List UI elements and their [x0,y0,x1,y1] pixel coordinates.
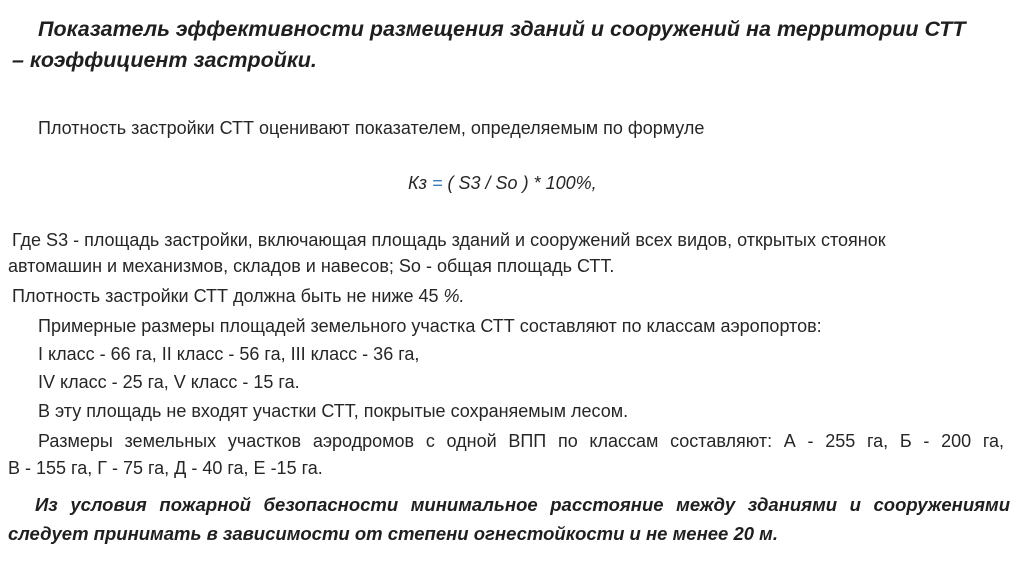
conclusion-line-2: следует принимать в зависимости от степени огнестойкости и не менее 20 м. [8,523,779,544]
classes-line-1: I класс - 66 га, II класс - 56 га, III класс - 36 га, [38,344,420,364]
fire-safety-conclusion [8,490,1010,548]
density-text: Плотность застройки СТТ должна быть не ниже 45 [12,286,439,306]
forest-note: В эту площадь не входят участки СТТ, покрытые сохраняемым лесом. [38,401,629,421]
airfield-line-2: В - 155 га, Г - 75 га, Д - 40 га, Е -15 га. [8,458,323,478]
density-unit: %. [443,286,465,306]
definitions-line-2: автомашин и механизмов, складов и навесов; So - общая площадь СТТ. [8,256,615,276]
formula-lhs: Кз [408,173,427,193]
slide-title [12,14,1012,76]
definitions-line-1: Где S3 - площадь застройки, включающая площадь зданий и сооружений всех видов, открытых стоянок [12,230,886,250]
classes-line-2: IV класс - 25 га, V класс - 15 га. [38,372,300,392]
formula [408,170,597,196]
airfield-line-1: Размеры земельных участков аэродромов с одной ВПП по классам составляют: А - 255 га, Б - 200 га, [38,431,1004,451]
title-line-1: Показатель эффективности размещения зданий и сооружений на территории СТТ [38,17,966,41]
density-requirement [12,283,465,309]
title-line-2: – коэффициент застройки. [12,48,317,72]
formula-rhs: ( S3 / So ) * 100%, [447,173,597,193]
sizes-intro: Примерные размеры площадей земельного участка СТТ составляют по классам аэропортов: [38,316,822,336]
intro-paragraph: Плотность застройки СТТ оценивают показателем, определяемым по формуле [38,118,705,138]
conclusion-line-1: Из условия пожарной безопасности минимальное расстояние между зданиями и сооружениями [35,494,1010,515]
formula-equals: = [432,173,443,193]
